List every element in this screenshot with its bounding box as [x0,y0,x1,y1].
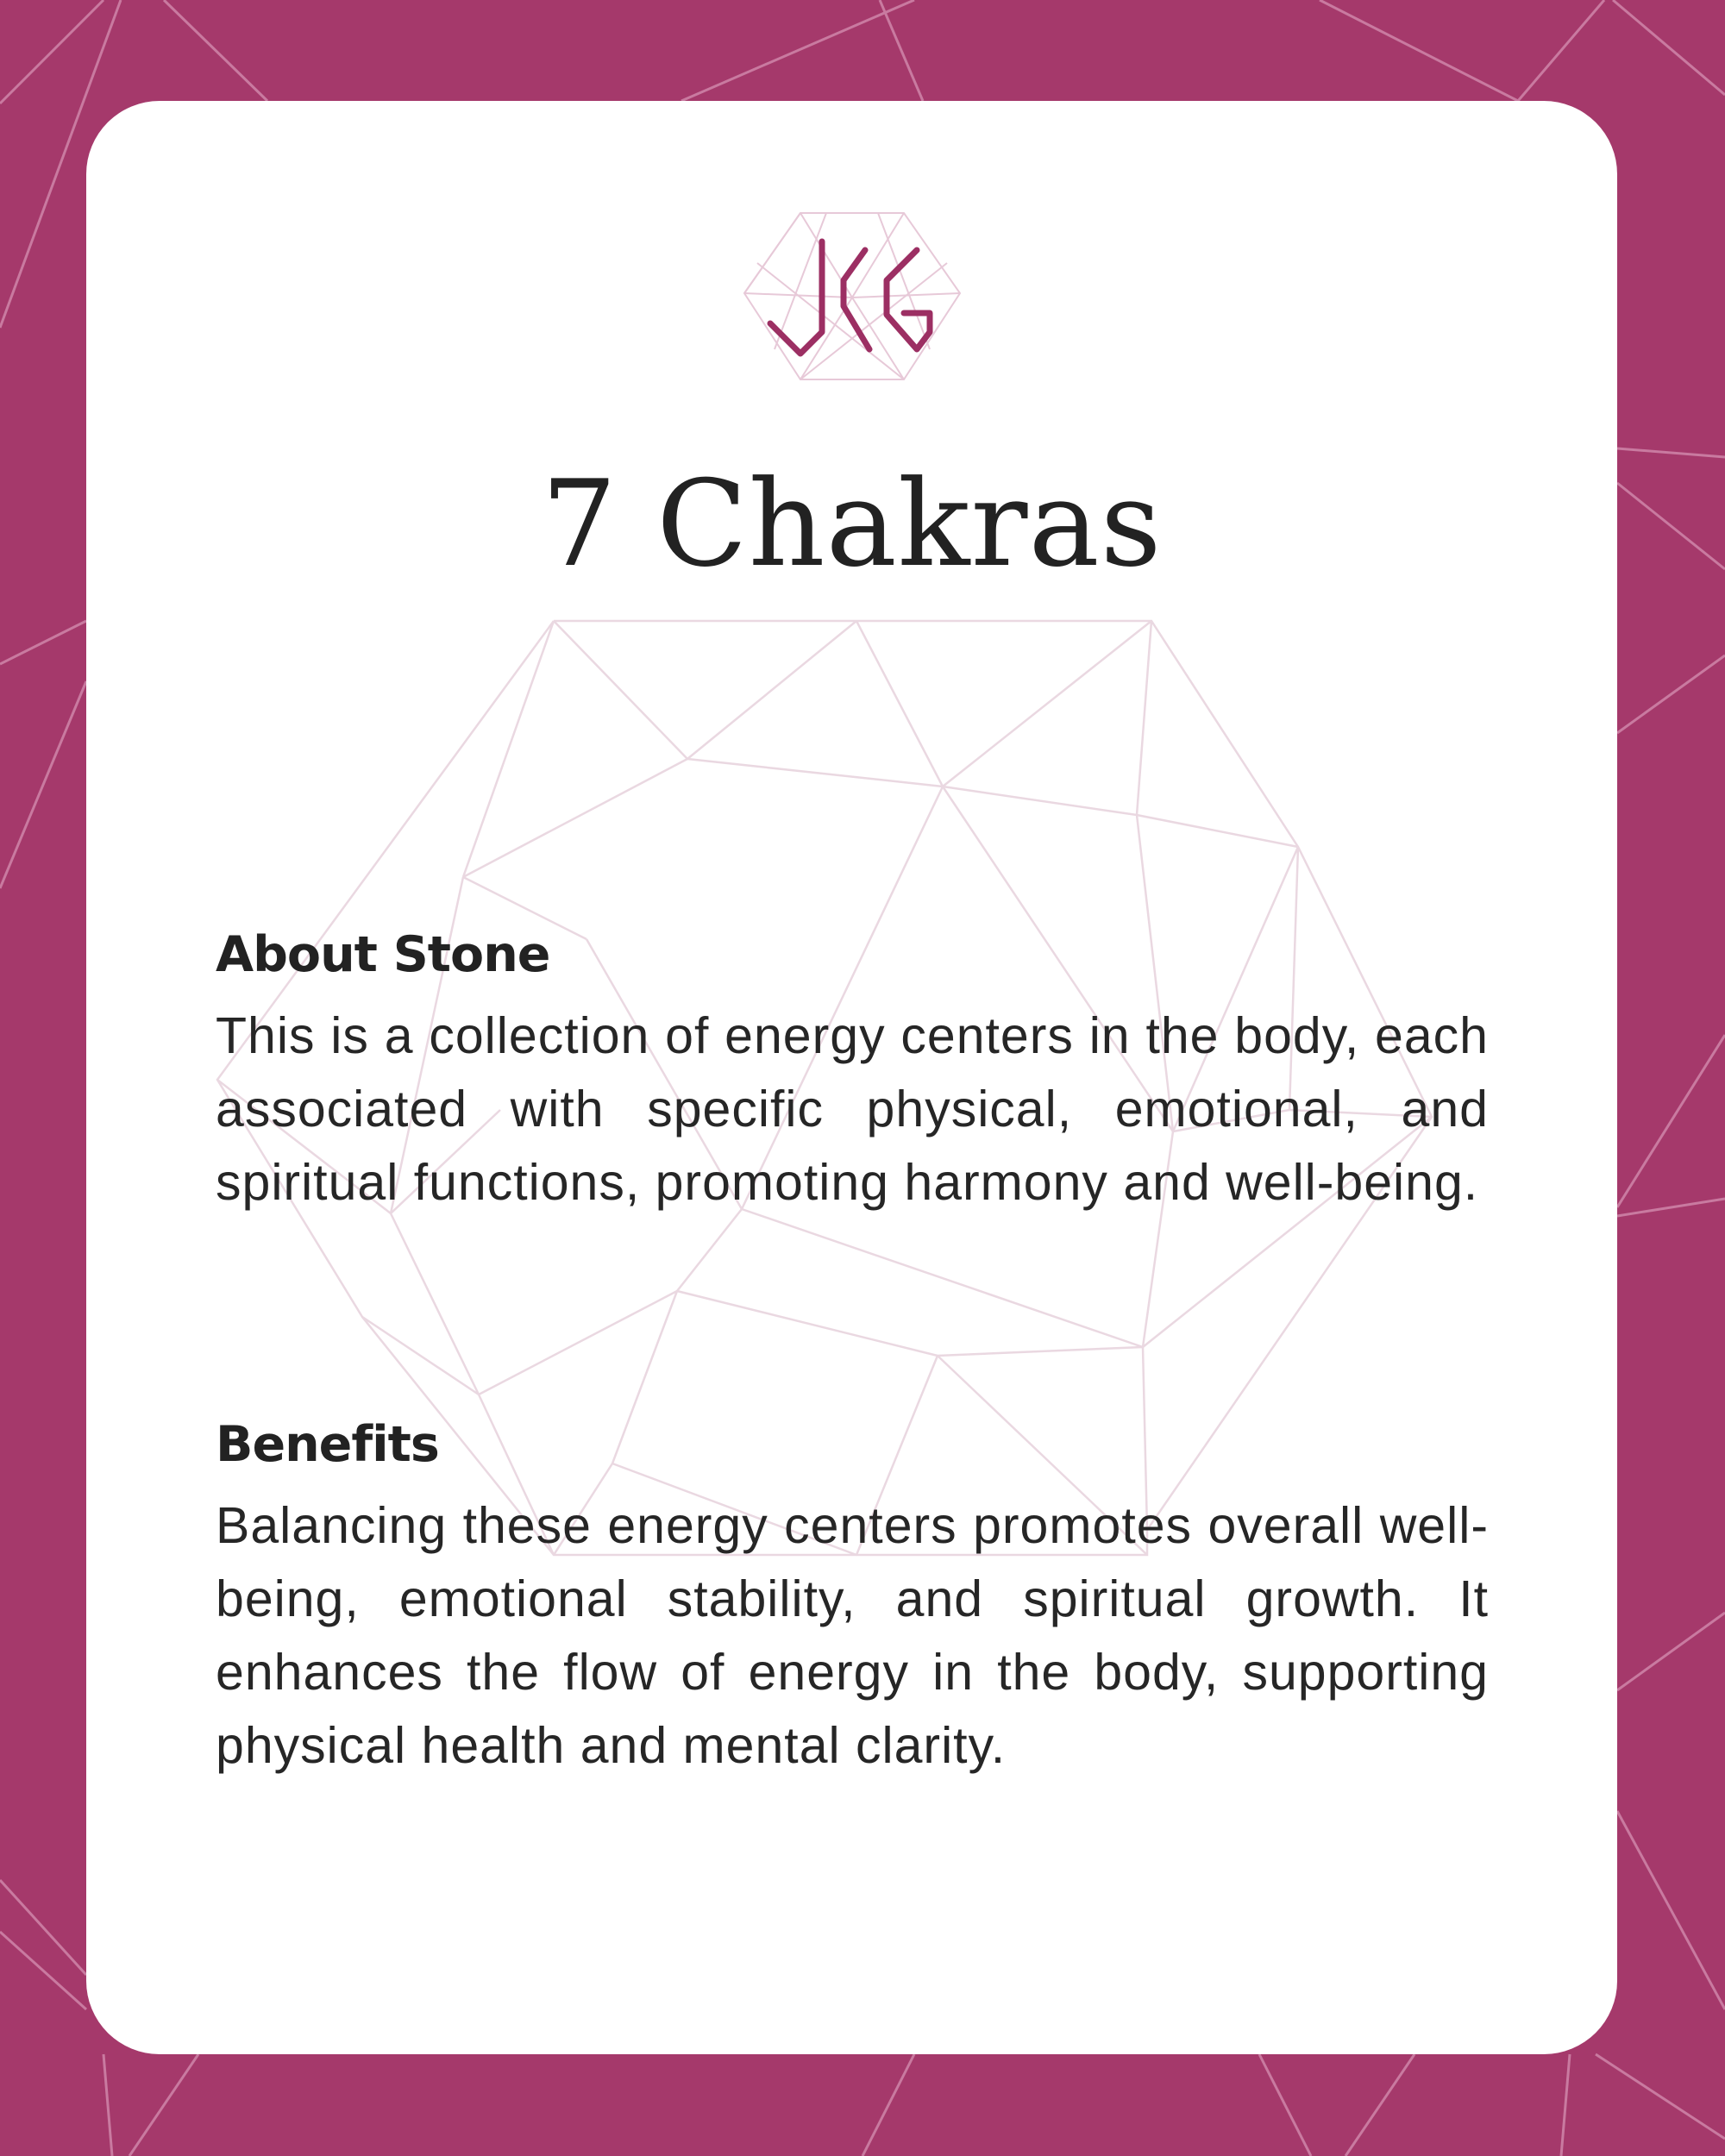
benefits-text: Balancing these energy centers promotes overall well-being, emotional stability, and spiritual growth. It enhances the flow of energy in the body, supporting physical health and mental clarity. [216,1497,1489,1774]
about-stone-text: This is a collection of energy centers in the body, each associated with specific physical, emotional, and spiritual functions, promoting harmony and well-being. [216,1007,1489,1211]
page-title: 7 Chakras [541,454,1163,593]
info-card [86,101,1617,2054]
about-stone-heading: About Stone [216,926,550,983]
about-stone-section [216,920,1489,1219]
jcg-gem-logo-icon [740,211,964,384]
benefits-heading: Benefits [216,1416,439,1473]
benefits-section [216,1410,1489,1783]
